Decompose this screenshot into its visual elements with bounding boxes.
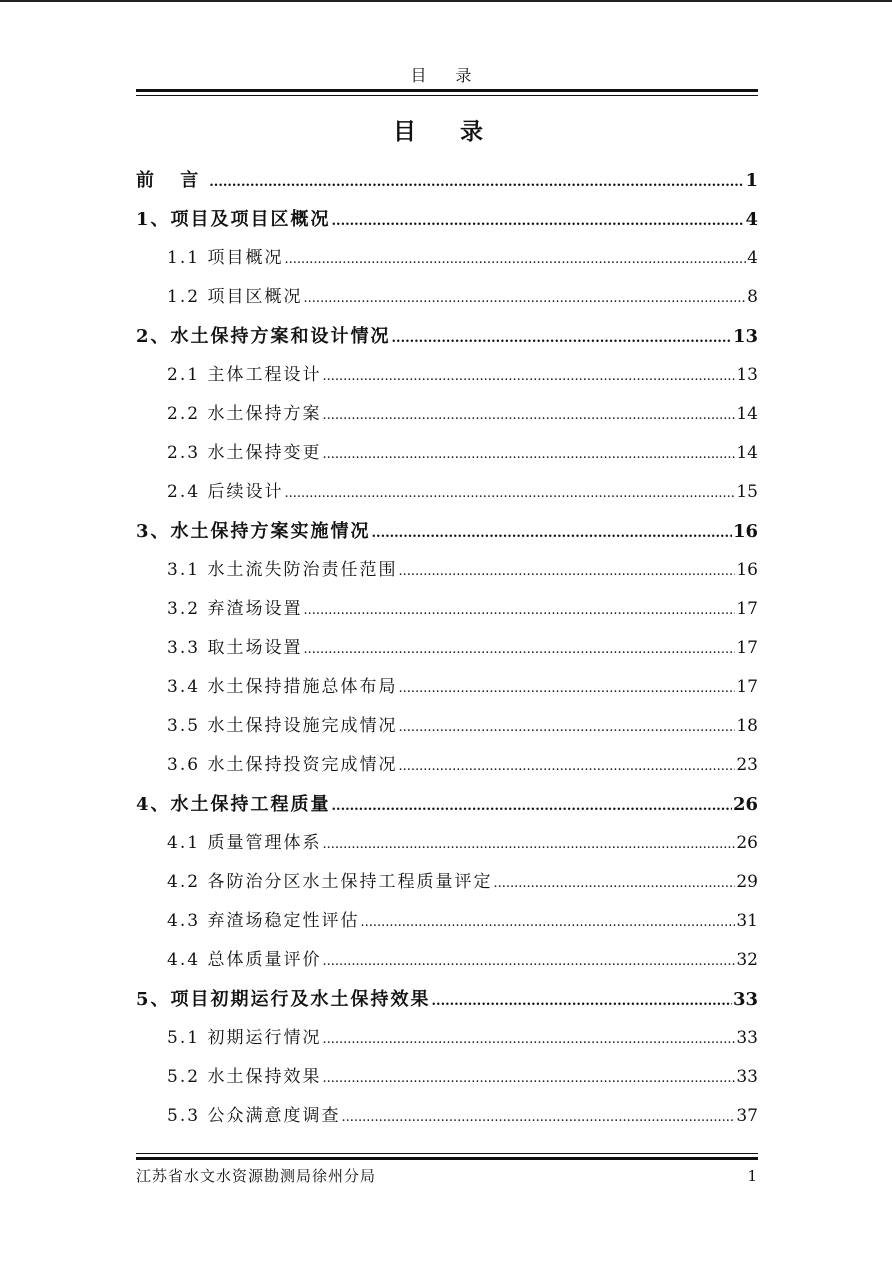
toc-entry-text: 4.4 总体质量评价 [167, 950, 322, 970]
toc-entry-section-2-2[interactable] [136, 395, 758, 434]
toc-entry-text: 2.4 后续设计 [167, 482, 284, 502]
dot-leader [398, 747, 735, 786]
toc-entry-text: 前 言 [136, 170, 209, 191]
toc-page-number: 13 [736, 365, 758, 385]
toc-entry-section-3-1[interactable] [136, 551, 758, 590]
running-header: 目 录 [410, 66, 484, 85]
toc-page-number: 18 [736, 716, 758, 736]
toc-entry-text: 2.3 水土保持变更 [167, 443, 322, 463]
toc-page-number: 26 [736, 833, 758, 853]
dot-leader [372, 514, 732, 553]
toc-entry-text: 4.3 弃渣场稳定性评估 [167, 911, 360, 931]
toc-entry-section-4-2[interactable] [136, 863, 758, 902]
toc-page-number: 8 [747, 287, 758, 307]
toc-page-number: 15 [736, 482, 758, 502]
toc-page-number: 33 [736, 1067, 758, 1087]
toc-entry-text: 1、项目及项目区概况 [136, 209, 331, 230]
toc-page-number: 17 [736, 677, 758, 697]
toc-page-number: 32 [736, 950, 758, 970]
toc-entry-text: 5、项目初期运行及水土保持效果 [136, 989, 431, 1010]
dot-leader [322, 396, 735, 435]
dot-leader [284, 240, 746, 279]
toc-page-number: 33 [732, 989, 758, 1010]
toc-entry-text: 4.1 质量管理体系 [167, 833, 322, 853]
dot-leader [322, 1059, 735, 1098]
toc-page-number: 17 [736, 599, 758, 619]
page-top-border [0, 0, 892, 2]
toc-entry-section-1-1[interactable] [136, 239, 758, 278]
toc-page-number: 33 [736, 1028, 758, 1048]
dot-leader [332, 787, 732, 826]
toc-entry-chapter-1[interactable] [136, 200, 758, 239]
toc-entry-section-2-3[interactable] [136, 434, 758, 473]
toc-page-number: 17 [736, 638, 758, 658]
toc-page-number: 31 [736, 911, 758, 931]
dot-leader [284, 474, 735, 513]
dot-leader [322, 435, 735, 474]
footer-rule-thick [136, 1157, 758, 1160]
toc-entry-text: 3.5 水土保持设施完成情况 [167, 716, 398, 736]
toc-entry-section-2-4[interactable] [136, 473, 758, 512]
toc-entry-text: 1.1 项目概况 [167, 248, 284, 268]
footer-page-number: 1 [747, 1167, 758, 1185]
dot-leader [493, 864, 735, 903]
toc-entry-text: 2.2 水土保持方案 [167, 404, 322, 424]
toc-entry-section-2-1[interactable] [136, 356, 758, 395]
toc-page-number: 23 [736, 755, 758, 775]
toc-entry-text: 1.2 项目区概况 [167, 287, 303, 307]
toc-page-number: 14 [736, 404, 758, 424]
toc-entry-text: 3.2 弃渣场设置 [167, 599, 303, 619]
toc-entry-text: 4.2 各防治分区水土保持工程质量评定 [167, 872, 493, 892]
dot-leader [322, 825, 735, 864]
dot-leader [432, 982, 732, 1021]
toc-page-number: 14 [736, 443, 758, 463]
dot-leader [392, 319, 732, 358]
toc-page-number: 16 [732, 521, 758, 542]
toc-page-number: 4 [745, 209, 758, 230]
dot-leader [398, 552, 735, 591]
dot-leader [303, 630, 735, 669]
toc-entry-text: 5.1 初期运行情况 [167, 1028, 322, 1048]
toc-entry-section-4-4[interactable] [136, 941, 758, 980]
dot-leader [322, 357, 735, 396]
toc-entry-chapter-4[interactable] [136, 785, 758, 824]
toc-entry-section-3-6[interactable] [136, 746, 758, 785]
dot-leader [398, 669, 735, 708]
toc-entry-text: 3.1 水土流失防治责任范围 [167, 560, 398, 580]
toc-entry-text: 3.4 水土保持措施总体布局 [167, 677, 398, 697]
dot-leader [322, 942, 735, 981]
dot-leader [332, 202, 745, 241]
toc-page-number: 26 [732, 794, 758, 815]
toc-entry-text: 5.3 公众满意度调查 [167, 1106, 341, 1126]
dot-leader [209, 163, 744, 202]
toc-entry-section-3-5[interactable] [136, 707, 758, 746]
toc-entry-section-3-4[interactable] [136, 668, 758, 707]
toc-entry-section-3-2[interactable] [136, 590, 758, 629]
header-rule-thick [136, 89, 758, 92]
footer-organization: 江苏省水文水资源勘测局徐州分局 [136, 1167, 377, 1185]
toc-entry-text: 3.6 水土保持投资完成情况 [167, 755, 398, 775]
toc-entry-section-4-1[interactable] [136, 824, 758, 863]
dot-leader [303, 591, 735, 630]
toc-page-number: 37 [736, 1106, 758, 1126]
footer-rule-thin [136, 1153, 758, 1154]
page-footer [136, 1166, 758, 1186]
dot-leader [303, 279, 746, 318]
toc-entry-chapter-5[interactable] [136, 980, 758, 1019]
dot-leader [398, 708, 735, 747]
toc-page-number: 1 [745, 170, 758, 191]
toc-page-number: 4 [747, 248, 758, 268]
toc-page-number: 29 [736, 872, 758, 892]
toc-entry-section-5-2[interactable] [136, 1058, 758, 1097]
toc-entry-text: 5.2 水土保持效果 [167, 1067, 322, 1087]
toc-title: 目 录 [392, 118, 501, 145]
toc-entry-section-3-3[interactable] [136, 629, 758, 668]
dot-leader [360, 903, 735, 942]
toc-page-number: 13 [732, 326, 758, 347]
toc-entry-chapter-3[interactable] [136, 512, 758, 551]
toc-page-number: 16 [736, 560, 758, 580]
toc-entry-text: 3、水土保持方案实施情况 [136, 521, 371, 542]
toc-entry-section-5-3[interactable] [136, 1097, 758, 1136]
toc-entry-chapter-2[interactable] [136, 317, 758, 356]
toc-entry-text: 3.3 取土场设置 [167, 638, 303, 658]
toc-entry-text: 4、水土保持工程质量 [136, 794, 331, 815]
dot-leader [341, 1098, 735, 1137]
table-of-contents [136, 161, 758, 1136]
header-rule-thin [136, 95, 758, 96]
toc-entry-section-5-1[interactable] [136, 1019, 758, 1058]
toc-entry-preface[interactable] [136, 161, 758, 200]
toc-entry-section-4-3[interactable] [136, 902, 758, 941]
toc-entry-text: 2、水土保持方案和设计情况 [136, 326, 391, 347]
toc-entry-section-1-2[interactable] [136, 278, 758, 317]
dot-leader [322, 1020, 735, 1059]
toc-entry-text: 2.1 主体工程设计 [167, 365, 322, 385]
